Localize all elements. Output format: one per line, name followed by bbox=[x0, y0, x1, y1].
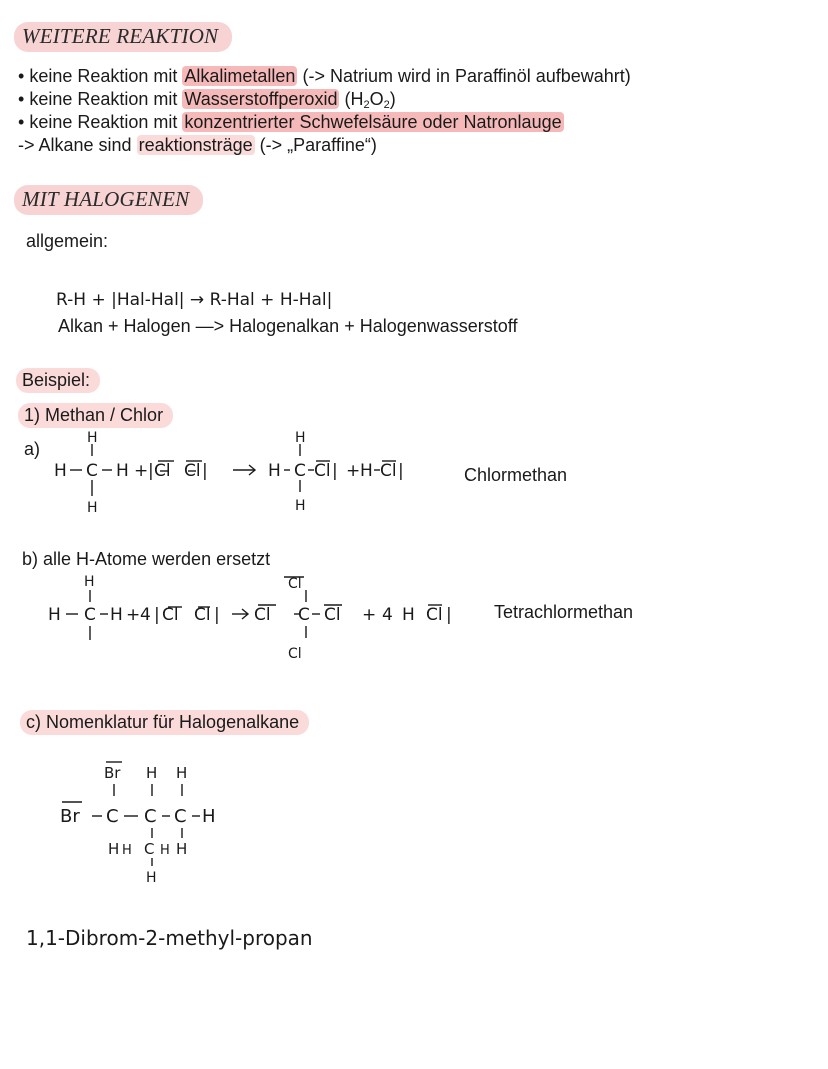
svg-text:H: H bbox=[176, 840, 188, 858]
example-b-title: b) alle H-Atome werden ersetzt bbox=[22, 549, 271, 569]
reaction-a-structures bbox=[50, 422, 430, 522]
hand-equation-text: R-H + |Hal-Hal| → R-Hal + H-Hal| bbox=[56, 290, 333, 310]
svg-text:Cl: Cl bbox=[288, 576, 302, 592]
product-a-name: Chlormethan bbox=[464, 465, 568, 485]
bullet-1: • keine Reaktion mit Alkalimetallen (-> Natrium wird in Paraffinöl aufbewahrt) bbox=[18, 66, 631, 86]
svg-text:H: H bbox=[110, 605, 123, 625]
svg-text:+: + bbox=[126, 605, 141, 625]
svg-text:Cl: Cl bbox=[184, 461, 201, 481]
highlight-schwefelsaeure: konzentrierter Schwefelsäure oder Natronlauge bbox=[184, 112, 562, 132]
svg-text:C: C bbox=[298, 605, 310, 625]
svg-text:H: H bbox=[108, 840, 120, 858]
heading-mit-halogenen bbox=[14, 185, 203, 215]
svg-text:Cl: Cl bbox=[380, 461, 397, 481]
svg-text:C: C bbox=[174, 806, 187, 827]
svg-text:H: H bbox=[360, 461, 373, 481]
svg-text:H: H bbox=[176, 764, 188, 782]
svg-text:C: C bbox=[86, 461, 98, 481]
svg-text:C: C bbox=[106, 806, 119, 827]
svg-text:|: | bbox=[332, 461, 338, 481]
heading-text: MIT HALOGENEN bbox=[22, 187, 190, 211]
svg-text:H: H bbox=[87, 430, 98, 446]
svg-text:H: H bbox=[295, 498, 306, 514]
svg-text:|: | bbox=[398, 461, 404, 481]
svg-text:H: H bbox=[84, 574, 95, 590]
svg-text:C: C bbox=[84, 605, 96, 625]
svg-text:H: H bbox=[48, 605, 61, 625]
svg-text:H: H bbox=[116, 461, 129, 481]
svg-text:Cl: Cl bbox=[426, 605, 443, 625]
bullet-3: • keine Reaktion mit konzentrierter Schwefelsäure oder Natronlauge bbox=[18, 112, 562, 132]
svg-text:Br: Br bbox=[104, 764, 121, 782]
svg-text:H: H bbox=[122, 843, 132, 858]
svg-text:H: H bbox=[402, 605, 415, 625]
svg-text:|: | bbox=[202, 461, 208, 481]
svg-text:Cl: Cl bbox=[162, 605, 179, 625]
svg-text:|: | bbox=[214, 605, 220, 625]
svg-text:Cl: Cl bbox=[194, 605, 211, 625]
svg-text:|: | bbox=[148, 461, 154, 481]
conclusion-line: -> Alkane sind reaktionsträge (-> „Paraffine“) bbox=[18, 135, 377, 155]
highlight-reaktionstraege: reaktionsträge bbox=[138, 135, 253, 155]
reaction-b-structures bbox=[44, 568, 464, 668]
svg-text:H: H bbox=[202, 806, 216, 827]
svg-text:+: + bbox=[134, 461, 149, 481]
svg-text:|: | bbox=[446, 605, 452, 625]
svg-text:H: H bbox=[268, 461, 281, 481]
word-equation: Alkan + Halogen —> Halogenalkan + Halogenwasserstoff bbox=[58, 316, 518, 336]
svg-text:H: H bbox=[54, 461, 67, 481]
product-b-name: Tetrachlormethan bbox=[494, 602, 634, 622]
beispiel-label: Beispiel: bbox=[16, 368, 100, 393]
svg-text:Cl: Cl bbox=[288, 646, 302, 662]
svg-text:Cl: Cl bbox=[254, 605, 271, 625]
heading-weitere-reaktion bbox=[14, 22, 232, 52]
example-1-title: 1) Methan / Chlor bbox=[18, 403, 173, 428]
allgemein-label: allgemein: bbox=[26, 231, 109, 251]
svg-text:C: C bbox=[144, 840, 155, 858]
svg-text:Cl: Cl bbox=[314, 461, 331, 481]
example-c-title: c) Nomenklatur für Halogenalkane bbox=[20, 710, 309, 735]
svg-text:Cl: Cl bbox=[154, 461, 171, 481]
svg-text:+: + bbox=[362, 605, 377, 625]
svg-text:|: | bbox=[154, 605, 160, 625]
svg-text:H: H bbox=[87, 500, 98, 516]
heading-text: WEITERE REAKTION bbox=[22, 24, 219, 48]
svg-text:+: + bbox=[346, 461, 361, 481]
highlight-wasserstoffperoxid: Wasserstoffperoxid bbox=[184, 89, 338, 109]
structure-c-bromo bbox=[52, 754, 252, 894]
svg-text:C: C bbox=[294, 461, 306, 481]
svg-text:Br: Br bbox=[60, 806, 80, 827]
general-equation-handwritten bbox=[50, 280, 430, 316]
svg-text:H: H bbox=[146, 764, 158, 782]
highlight-alkalimetallen: Alkalimetallen bbox=[184, 66, 296, 86]
iupac-name-handwritten: 1,1-Dibrom-2-methyl-propan bbox=[26, 926, 313, 950]
svg-text:4: 4 bbox=[140, 605, 151, 625]
example-a-label: a) bbox=[24, 439, 41, 459]
svg-text:4: 4 bbox=[382, 605, 393, 625]
svg-text:Cl: Cl bbox=[324, 605, 341, 625]
svg-text:H: H bbox=[295, 430, 306, 446]
bullet-2: • keine Reaktion mit Wasserstoffperoxid $(H_2O_2)$ bbox=[18, 89, 396, 111]
svg-text:H: H bbox=[160, 843, 170, 858]
svg-text:C: C bbox=[144, 806, 157, 827]
svg-text:H: H bbox=[146, 870, 157, 886]
